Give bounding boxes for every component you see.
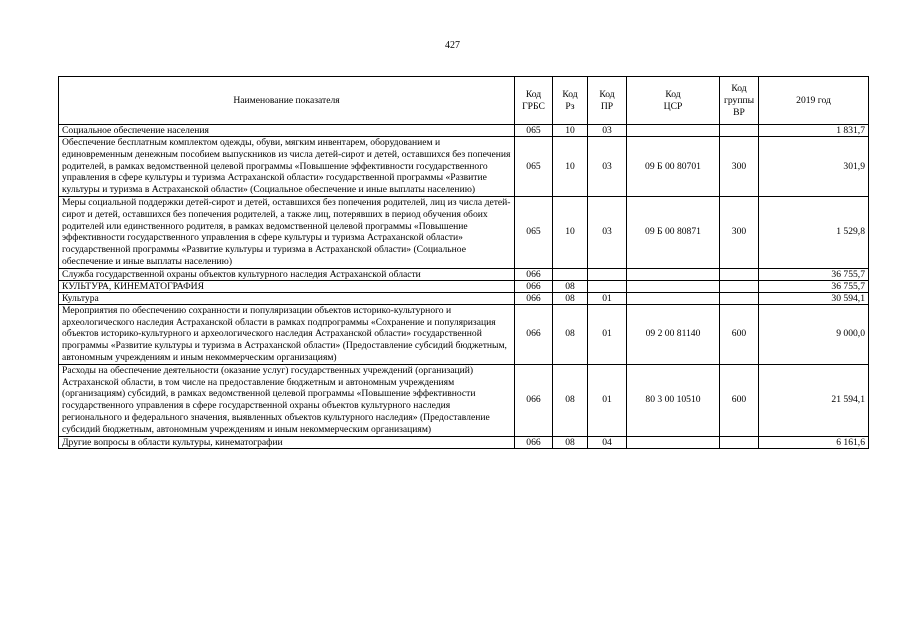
- row-name: Обеспечение бесплатным комплектом одежды, обуви, мягким инвентарем, оборудованием и единовременным денежным пособием выпускников из числа детей-сирот и детей, оставшихся без попечения родителей, в рамках ведомственной целевой программы «Повышение эффективности государственного управления в сфере культуры и туризма Астраханской области» государственной программы «Развитие культуры и туризма в Астраханской области» (Социальное обеспечение и иные выплаты населению): [59, 137, 515, 197]
- row-amount: 36 755,7: [759, 280, 869, 292]
- row-csr: [627, 436, 720, 448]
- table-row: [59, 125, 869, 137]
- row-name: Культура: [59, 292, 515, 304]
- table-header-row: [59, 77, 869, 125]
- table-row: [59, 364, 869, 436]
- row-rz: 10: [553, 125, 588, 137]
- header-pr-line1: Код: [599, 88, 615, 100]
- row-rz: 08: [553, 292, 588, 304]
- row-csr: [627, 292, 720, 304]
- row-amount: 36 755,7: [759, 268, 869, 280]
- row-grbs: 065: [515, 125, 553, 137]
- row-name: Мероприятия по обеспечению сохранности и популяризации объектов историко-культурного и археологического наследия Астраханской области в рамках подпрограммы «Сохранение и популяризация объектов историко-культурного и археологического наследия Астраханской области» государственной программы «Развитие культуры и туризма в Астраханской области» (Предоставление субсидий бюджетным, автономным учреждениям и иным некоммерческим организациям): [59, 304, 515, 364]
- row-vr: 300: [720, 196, 759, 268]
- header-pr-line2: ПР: [600, 100, 614, 112]
- row-name: КУЛЬТУРА, КИНЕМАТОГРАФИЯ: [59, 280, 515, 292]
- row-amount: 301,9: [759, 137, 869, 197]
- row-csr: 09 2 00 81140: [627, 304, 720, 364]
- row-amount: 6 161,6: [759, 436, 869, 448]
- header-rz: [553, 77, 588, 125]
- row-pr: [588, 280, 627, 292]
- row-csr: [627, 268, 720, 280]
- header-grbs-line1: Код: [525, 88, 542, 100]
- row-amount: 30 594,1: [759, 292, 869, 304]
- header-year: 2019 год: [759, 77, 869, 125]
- row-name: Другие вопросы в области культуры, кинематографии: [59, 436, 515, 448]
- header-csr-line2: ЦСР: [663, 100, 683, 112]
- row-pr: 04: [588, 436, 627, 448]
- row-name: Меры социальной поддержки детей-сирот и детей, оставшихся без попечения родителей, лиц из числа детей-сирот и детей, оставшихся без попечения родителей, а также лиц, потерявших в период обучения обоих родителей или единственного родителя, в рамках ведомственной целевой программы «Повышение эффективности государственного управления в сфере культуры и туризма Астраханской области» государственной программы «Развитие культуры и туризма в Астраханской области» (Социальное обеспечение и иные выплаты населению): [59, 196, 515, 268]
- row-csr: [627, 280, 720, 292]
- row-vr: [720, 436, 759, 448]
- row-rz: 08: [553, 436, 588, 448]
- row-vr: 600: [720, 364, 759, 436]
- row-vr: [720, 268, 759, 280]
- budget-table: [58, 76, 869, 449]
- row-csr: 09 Б 00 80701: [627, 137, 720, 197]
- row-amount: 9 000,0: [759, 304, 869, 364]
- row-pr: 03: [588, 125, 627, 137]
- row-name: Социальное обеспечение населения: [59, 125, 515, 137]
- row-vr: [720, 125, 759, 137]
- row-rz: [553, 268, 588, 280]
- table-row: [59, 137, 869, 197]
- header-grbs-line2: ГРБС: [522, 100, 545, 112]
- table-row: [59, 436, 869, 448]
- row-vr: 600: [720, 304, 759, 364]
- row-amount: 1 831,7: [759, 125, 869, 137]
- row-pr: 01: [588, 304, 627, 364]
- row-csr: [627, 125, 720, 137]
- row-csr: 09 Б 00 80871: [627, 196, 720, 268]
- table-row: [59, 268, 869, 280]
- row-amount: 21 594,1: [759, 364, 869, 436]
- row-grbs: 066: [515, 280, 553, 292]
- row-vr: [720, 280, 759, 292]
- row-pr: 01: [588, 292, 627, 304]
- row-grbs: 066: [515, 268, 553, 280]
- header-grbs: [515, 77, 553, 125]
- header-csr: [627, 77, 720, 125]
- header-vr-line1: Код: [731, 82, 747, 94]
- row-grbs: 066: [515, 304, 553, 364]
- row-rz: 10: [553, 137, 588, 197]
- row-pr: [588, 268, 627, 280]
- row-vr: 300: [720, 137, 759, 197]
- row-name: Расходы на обеспечение деятельности (оказание услуг) государственных учреждений (организаций) Астраханской области, в том числе на предоставление бюджетным и автономным учреждениям (организациям) субсидий, в рамках ведомственной целевой программы «Повышение эффективности государственного управления в сфере государственной охраны объектов культурного наследия регионального и федерального значения, выявленных объектов культурного наследия» (Предоставление субсидий бюджетным, автономным учреждениям и иным некоммерческим организациям): [59, 364, 515, 436]
- header-name: Наименование показателя: [59, 77, 515, 125]
- row-rz: 08: [553, 364, 588, 436]
- row-name: Служба государственной охраны объектов культурного наследия Астраханской области: [59, 268, 515, 280]
- row-grbs: 065: [515, 137, 553, 197]
- header-rz-line2: Рз: [565, 100, 575, 112]
- row-rz: 08: [553, 304, 588, 364]
- table-row: [59, 196, 869, 268]
- header-pr: [588, 77, 627, 125]
- row-rz: 08: [553, 280, 588, 292]
- table-row: [59, 292, 869, 304]
- row-amount: 1 529,8: [759, 196, 869, 268]
- row-grbs: 065: [515, 196, 553, 268]
- header-vr-line3: ВР: [733, 106, 745, 118]
- row-rz: 10: [553, 196, 588, 268]
- page-number: 427: [445, 40, 460, 51]
- row-csr: 80 3 00 10510: [627, 364, 720, 436]
- header-vr-line2: группы: [723, 94, 755, 106]
- row-vr: [720, 292, 759, 304]
- row-grbs: 066: [515, 364, 553, 436]
- row-grbs: 066: [515, 436, 553, 448]
- table-row: [59, 280, 869, 292]
- row-pr: 03: [588, 137, 627, 197]
- header-csr-line1: Код: [665, 88, 681, 100]
- header-rz-line1: Код: [562, 88, 578, 100]
- row-pr: 01: [588, 364, 627, 436]
- table-row: [59, 304, 869, 364]
- row-pr: 03: [588, 196, 627, 268]
- header-vr: [720, 77, 759, 125]
- row-grbs: 066: [515, 292, 553, 304]
